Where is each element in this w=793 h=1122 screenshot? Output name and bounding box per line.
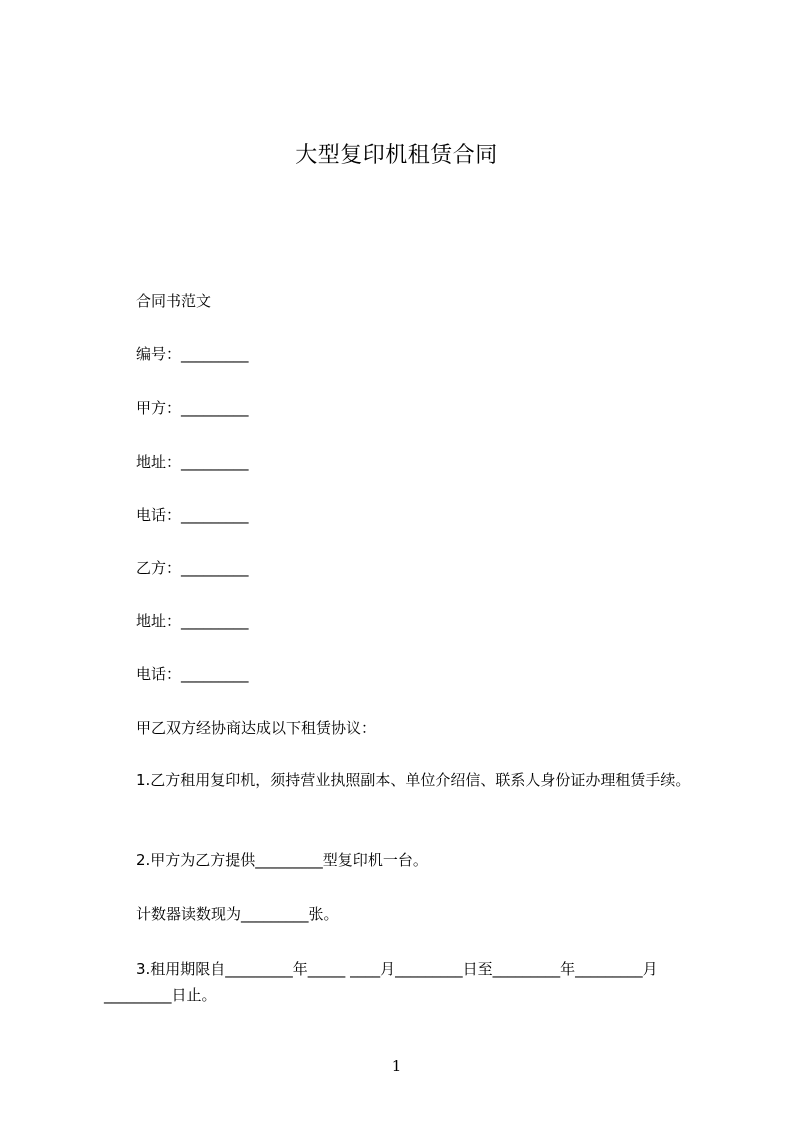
field-number: 编号：_________ xyxy=(136,345,249,363)
clause-3: 3.租用期限自_________年_____ ____月_________日至_________年_________月_________日止。 xyxy=(104,960,658,1004)
field-party-b-phone: 电话：_________ xyxy=(136,665,249,683)
agreement-intro: 甲乙双方经协商达成以下租赁协议： xyxy=(136,719,377,737)
field-party-a-phone: 电话：_________ xyxy=(136,506,249,524)
field-party-a: 甲方：_________ xyxy=(136,399,249,417)
clause-1: 1.乙方租用复印机，须持营业执照副本、单位介绍信、联系人身份证办理租赁手续。 xyxy=(136,771,691,789)
clause-2: 2.甲方为乙方提供_________型复印机一台。 xyxy=(136,851,428,869)
page-number: 1 xyxy=(391,1057,402,1075)
document-subtitle: 合同书范文 xyxy=(136,292,212,310)
document-title: 大型复印机租赁合同 xyxy=(295,143,498,168)
field-party-b-address: 地址：_________ xyxy=(136,612,249,630)
field-party-b: 乙方：_________ xyxy=(136,559,249,577)
counter-reading: 计数器读数现为_________张。 xyxy=(136,905,339,923)
field-party-a-address: 地址：_________ xyxy=(136,453,249,471)
